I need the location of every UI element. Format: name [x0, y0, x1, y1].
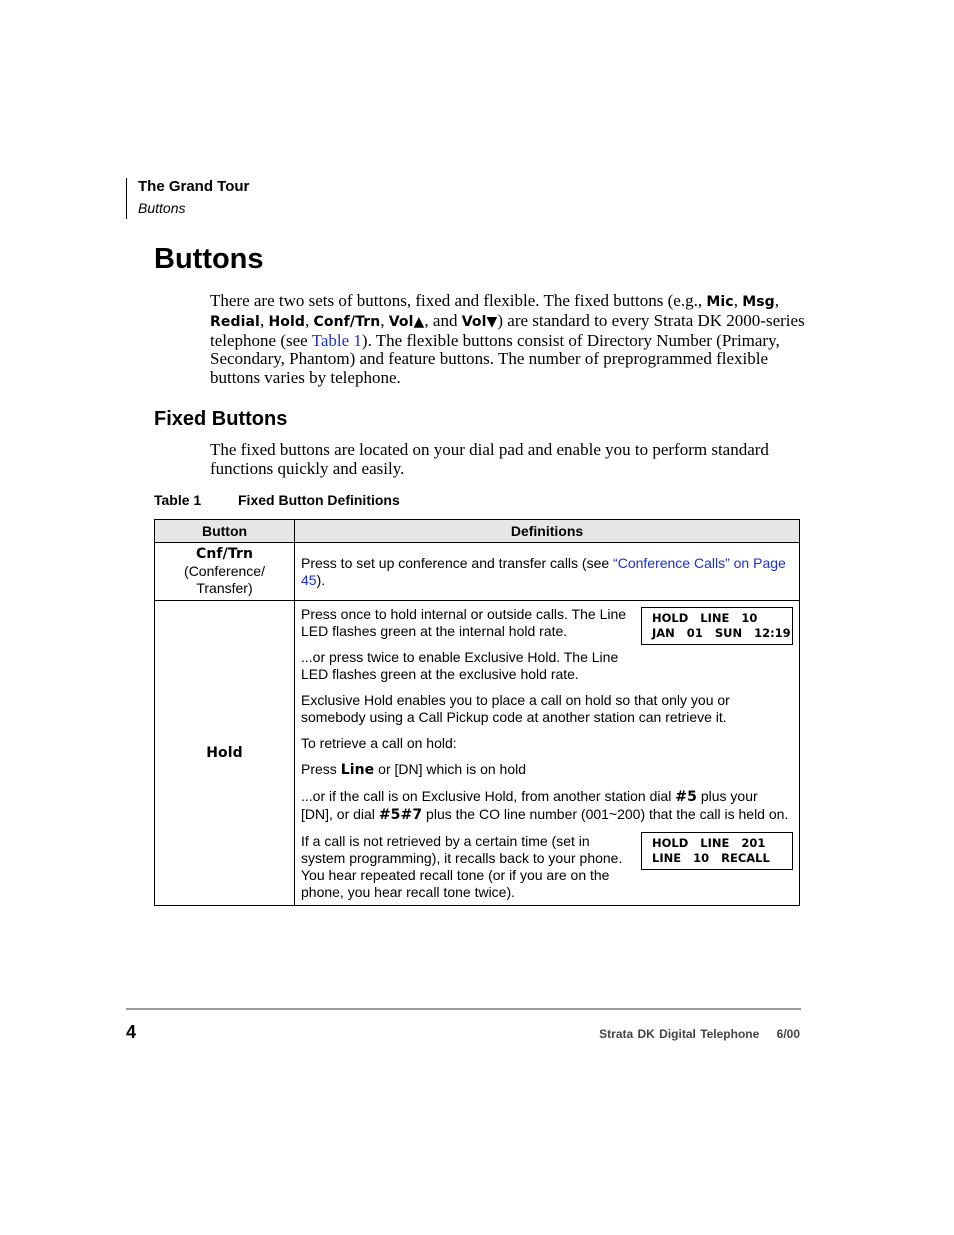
definition-cell	[295, 601, 800, 906]
definition-text: ...or press twice to enable Exclusive Hold. The Line LED flashes green at the exclusive hold rate.	[301, 649, 619, 682]
definition-text: Press once to hold internal or outside calls. The Line LED flashes green at the internal hold rate.	[301, 606, 627, 639]
intro-paragraph: There are two sets of buttons, fixed and flexible. The fixed buttons (e.g., Mic, Msg, Redial, Hold, Conf/Trn, Vol▲, and Vol▼) are standard to every Strata DK 2000-series telephone (see Table 1). The flexible buttons consist of Directory Number (Primary, Secondary, Phantom) and feature buttons. The number of preprogrammed flexible buttons varies by telephone.	[210, 291, 805, 388]
definition-text: Press Line or [DN] which is on hold	[301, 761, 527, 778]
code-5-7-key: #5#7	[378, 807, 423, 823]
table-row	[155, 543, 800, 601]
line-key: Line	[340, 762, 375, 778]
definition-text: Exclusive Hold enables you to place a call on hold so that only you or somebody using a Call Pickup code at another station can retrieve it.	[301, 692, 730, 725]
definition-cell: Press to set up conference and transfer calls (see “Conference Calls” on Page 45).	[295, 543, 800, 601]
button-name: Hold	[206, 744, 243, 761]
footer-rule	[126, 1008, 801, 1010]
button-description: Transfer)	[196, 580, 253, 596]
redial-key: Redial	[210, 313, 260, 330]
table-caption-title: Fixed Button Definitions	[238, 492, 400, 508]
header-button: Button	[155, 520, 295, 543]
fixed-button-table	[154, 519, 800, 906]
table-row	[155, 601, 800, 906]
table-1-link[interactable]: Table 1	[311, 330, 362, 350]
definition-text: ...or if the call is on Exclusive Hold, from another station dial #5 plus your [DN], or dial #5#7 plus the CO line number (001~200) that the call is held on.	[301, 788, 789, 823]
running-head-subtitle: Buttons	[138, 200, 186, 216]
footer-text: Strata DK Digital Telephone 6/00	[599, 1027, 800, 1041]
definition-text: To retrieve a call on hold:	[301, 735, 457, 751]
button-name: Cnf/Trn	[195, 546, 254, 562]
lcd-display: HOLD LINE 10 JAN 01 SUN 12:19	[641, 607, 793, 645]
running-head-title: The Grand Tour	[138, 178, 250, 195]
button-description: (Conference/	[184, 563, 265, 579]
conference-calls-link[interactable]: “Conference Calls” on Page 45	[301, 555, 786, 588]
button-cell-cnf-trn	[155, 543, 295, 601]
table-caption-number: Table 1	[154, 492, 202, 508]
vol-up-key: Vol▲	[388, 313, 425, 330]
mic-key: Mic	[706, 294, 734, 310]
header-definitions: Definitions	[295, 520, 800, 543]
button-cell-hold	[155, 601, 295, 906]
running-head-rule	[126, 178, 127, 219]
lcd-display: HOLD LINE 201 LINE 10 RECALL	[641, 832, 793, 870]
definition-text: If a call is not retrieved by a certain time (set in system programming), it recalls back to your phone. You hear repeated recall tone (or if you are on the phone, you hear recall tone twice).	[301, 833, 623, 900]
msg-key: Msg	[742, 294, 775, 310]
section-heading: Fixed Buttons	[154, 408, 288, 430]
hold-key: Hold	[268, 313, 306, 330]
conf-trn-key: Conf/Trn	[313, 313, 381, 330]
page-title: Buttons	[154, 243, 264, 275]
vol-down-key: Vol▼	[461, 313, 498, 330]
table-header-row	[155, 520, 800, 543]
page-number: 4	[126, 1022, 137, 1042]
fixed-buttons-paragraph: The fixed buttons are located on your dial pad and enable you to perform standard functions quickly and easily.	[210, 440, 769, 478]
code-5-key: #5	[675, 789, 697, 805]
